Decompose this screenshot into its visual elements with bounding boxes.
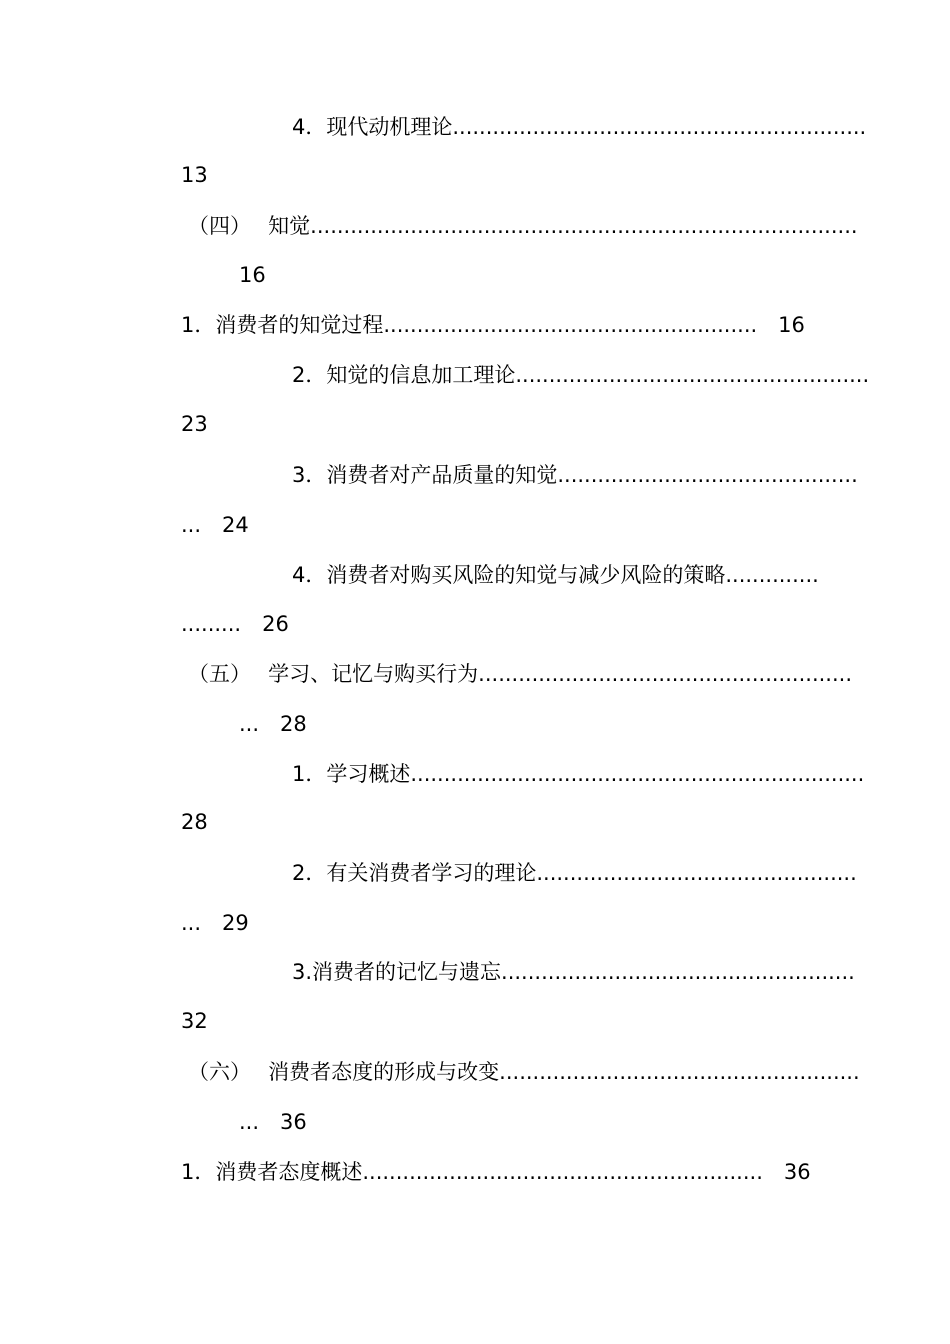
toc-entry-perception-process: 1．消费者的知觉过程........................................................ 16 <box>181 313 805 337</box>
toc-page-number: ... 29 <box>181 911 249 935</box>
toc-page-number: 32 <box>181 1009 208 1033</box>
toc-page-number: ... 36 <box>239 1110 307 1134</box>
toc-entry-information-processing-theory: 2．知觉的信息加工理论..................................................... <box>292 363 870 387</box>
toc-page-number: 16 <box>239 263 266 287</box>
toc-page-number: ... 24 <box>181 513 249 537</box>
toc-page-number: ......... 26 <box>181 612 289 636</box>
toc-page-number: 28 <box>181 810 208 834</box>
toc-page-number: 23 <box>181 412 208 436</box>
toc-section-perception: （四） 知觉.................................................................................. <box>188 214 858 238</box>
toc-entry-purchase-risk-perception: 4．消费者对购买风险的知觉与减少风险的策略.............. <box>292 563 819 587</box>
toc-entry-learning-overview: 1．学习概述.................................................................... <box>292 762 865 786</box>
toc-entry-memory-forgetting: 3.消费者的记忆与遗忘..................................................... <box>292 960 855 984</box>
toc-section-attitude: （六） 消费者态度的形成与改变...................................................... <box>188 1060 860 1084</box>
toc-page-number: 13 <box>181 163 208 187</box>
toc-section-learning-memory: （五） 学习、记忆与购买行为........................................................ <box>188 662 852 686</box>
toc-page-number: ... 28 <box>239 712 307 736</box>
toc-entry-attitude-overview: 1．消费者态度概述............................................................ 36 <box>181 1160 811 1184</box>
toc-entry-learning-theories: 2．有关消费者学习的理论................................................ <box>292 861 857 885</box>
toc-entry-product-quality-perception: 3．消费者对产品质量的知觉............................................. <box>292 463 858 487</box>
toc-entry-modern-motivation-theory: 4．现代动机理论.............................................................. <box>292 115 867 139</box>
